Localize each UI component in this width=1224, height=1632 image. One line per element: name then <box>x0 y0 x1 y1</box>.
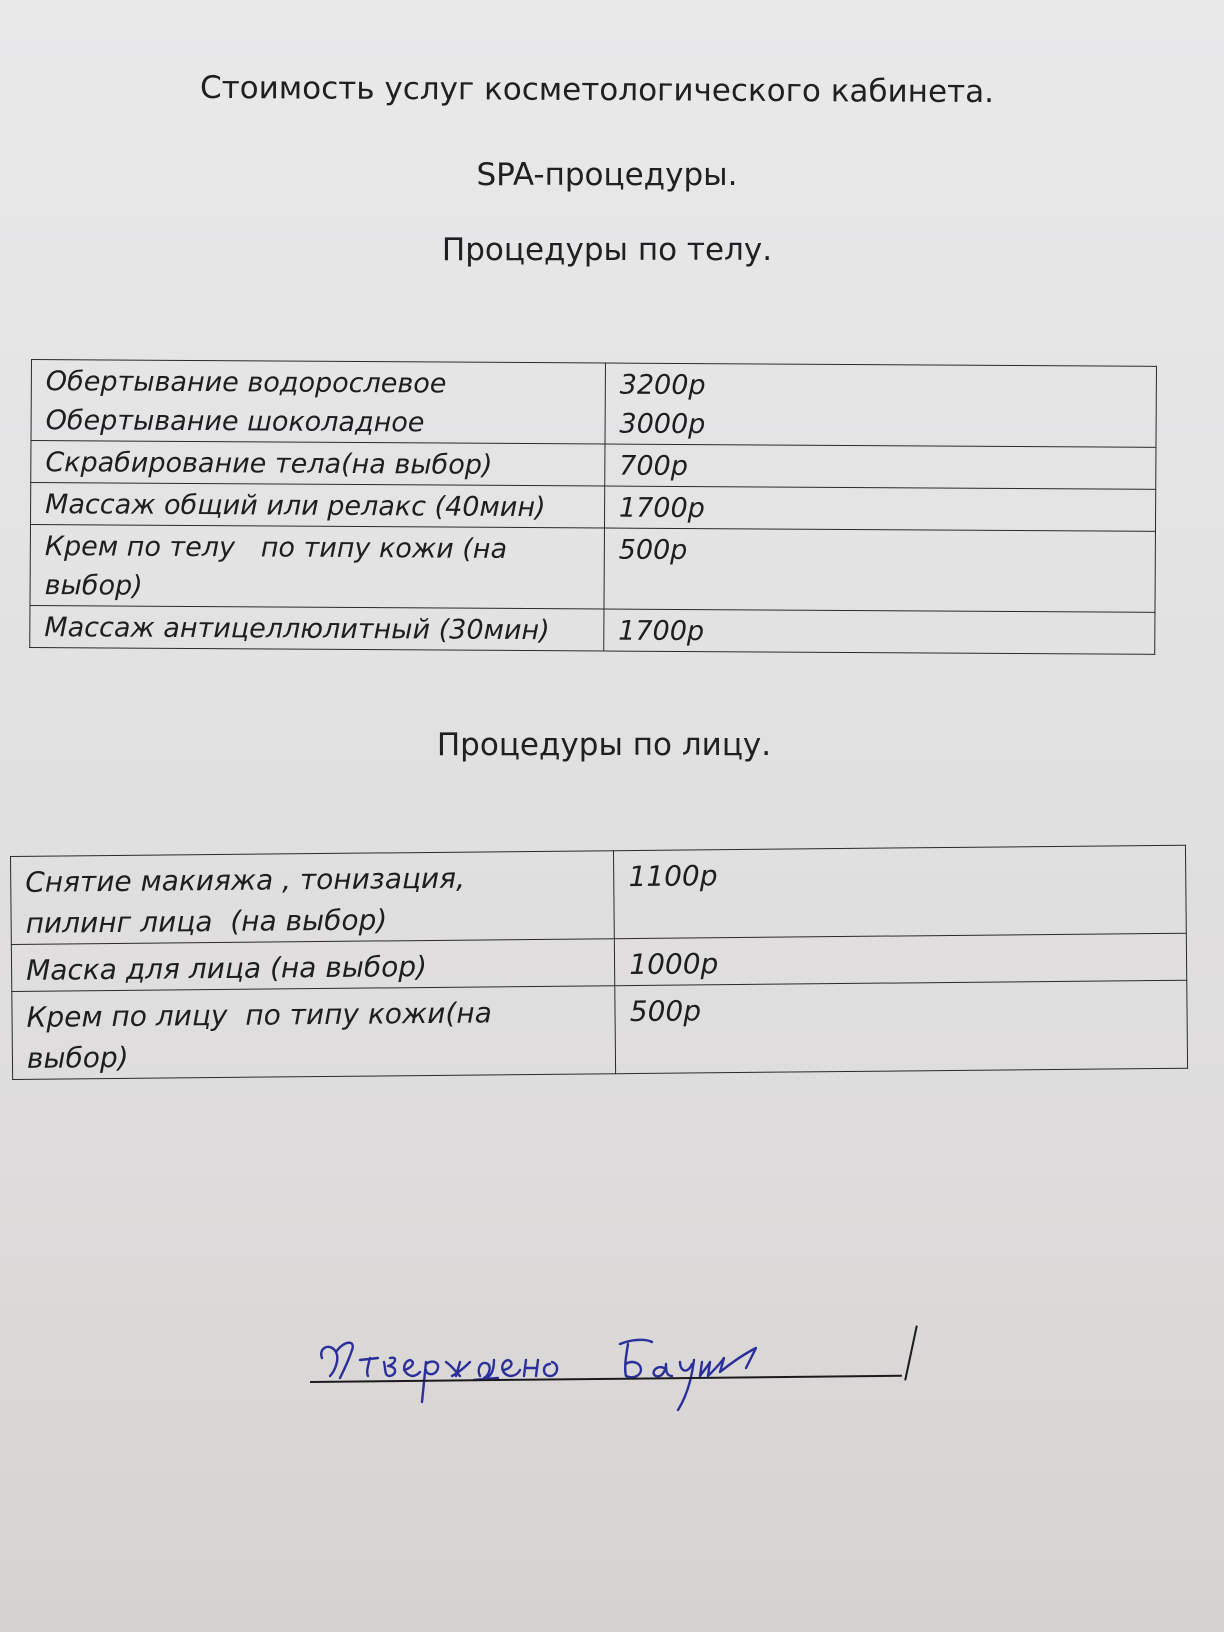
table-row <box>31 441 1156 490</box>
document-subtitle: SPA-процедуры. <box>476 157 738 193</box>
service-name-line: выбор) <box>44 570 143 602</box>
service-name-cell <box>11 939 615 992</box>
table-row <box>30 483 1155 532</box>
service-name-line: пилинг лица (на выбор) <box>25 903 388 940</box>
price-cell <box>615 980 1188 1073</box>
service-name-line: выбор) <box>26 1040 129 1075</box>
price-value: 1700р <box>618 615 705 648</box>
signature-block <box>300 1320 940 1430</box>
price-cell <box>614 845 1187 938</box>
service-name-line: Крем по телу по типу кожи (на <box>44 531 508 565</box>
service-name-cell <box>31 360 605 445</box>
service-name-line: Крем по лицу по типу кожи(на <box>26 996 492 1034</box>
service-name-cell <box>30 483 604 529</box>
price-cell <box>605 444 1156 489</box>
document-title: Стоимость услуг косметологического кабинета. <box>199 69 995 111</box>
price-cell <box>604 486 1155 531</box>
service-name-line: Обертывание шоколадное <box>45 405 425 439</box>
price-value: 1700р <box>618 492 705 525</box>
table-row <box>31 360 1156 448</box>
handwritten-signature <box>300 1310 820 1420</box>
face-price-table <box>10 845 1188 1080</box>
table-row <box>11 845 1187 944</box>
service-name-line: Обертывание водорослевое <box>45 366 447 400</box>
price-value: 1100р <box>628 859 718 894</box>
body-section-heading: Процедуры по телу. <box>441 232 773 268</box>
service-name-line: Снятие макияжа , тонизация, <box>25 861 466 899</box>
service-name-cell <box>30 524 604 609</box>
signature-end-mark <box>904 1325 918 1380</box>
table-row <box>12 980 1188 1079</box>
service-name-cell <box>11 851 615 945</box>
table-row <box>30 524 1155 612</box>
price-value: 500р <box>618 534 688 567</box>
face-section-heading: Процедуры по лицу. <box>436 727 772 763</box>
price-cell <box>605 363 1157 447</box>
service-name-line: Массаж антицеллюлитный (30мин) <box>44 612 550 647</box>
price-value: 500р <box>629 994 702 1029</box>
service-name-cell <box>12 986 616 1080</box>
service-name-cell <box>30 605 604 651</box>
price-value: 700р <box>619 450 688 483</box>
price-cell <box>604 528 1156 612</box>
service-name-cell <box>31 441 605 487</box>
table-row <box>30 605 1155 654</box>
service-name-line: Скрабирование тела(на выбор) <box>45 447 493 481</box>
price-cell <box>615 933 1187 985</box>
service-name-line: Маска для лица (на выбор) <box>25 950 428 987</box>
service-name-line: Массаж общий или релакс (40мин) <box>45 489 546 524</box>
price-value: 3200р <box>619 369 706 402</box>
price-value: 3000р <box>619 408 706 441</box>
price-cell <box>604 609 1155 654</box>
price-value: 1000р <box>629 947 719 982</box>
body-price-table <box>29 359 1157 655</box>
